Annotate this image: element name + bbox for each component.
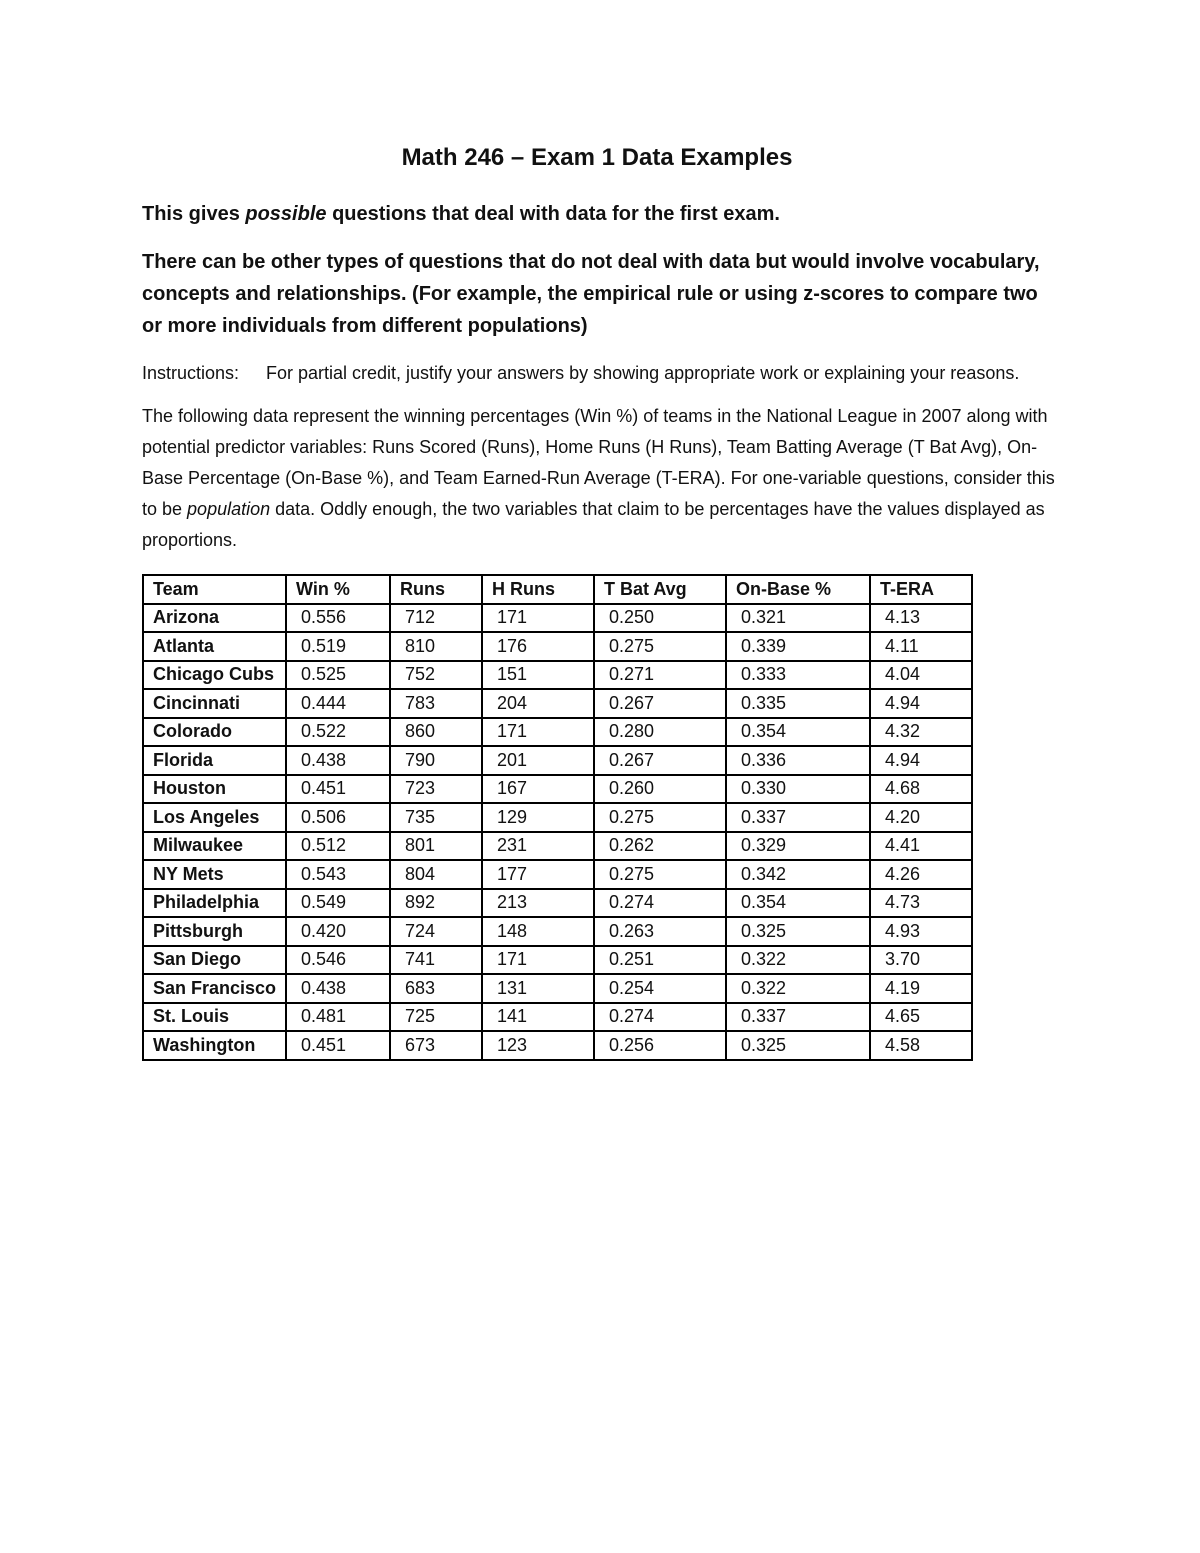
header-on-base-pct: On-Base % — [726, 575, 870, 604]
cell-team: Washington — [143, 1031, 286, 1060]
cell-value: 0.256 — [594, 1031, 726, 1060]
cell-value: 4.58 — [870, 1031, 972, 1060]
cell-value: 0.337 — [726, 1003, 870, 1032]
cell-value: 0.354 — [726, 718, 870, 747]
cell-value: 810 — [390, 632, 482, 661]
cell-value: 171 — [482, 604, 594, 633]
cell-value: 0.506 — [286, 803, 390, 832]
cell-value: 752 — [390, 661, 482, 690]
cell-value: 801 — [390, 832, 482, 861]
cell-team: Philadelphia — [143, 889, 286, 918]
instructions-paragraph — [142, 358, 1062, 389]
cell-value: 0.438 — [286, 746, 390, 775]
cell-value: 0.322 — [726, 974, 870, 1003]
cell-value: 151 — [482, 661, 594, 690]
table-row — [143, 632, 972, 661]
cell-value: 171 — [482, 946, 594, 975]
cell-team: Los Angeles — [143, 803, 286, 832]
data-description — [142, 401, 1062, 556]
cell-value: 0.267 — [594, 746, 726, 775]
cell-value: 0.519 — [286, 632, 390, 661]
cell-value: 804 — [390, 860, 482, 889]
cell-value: 177 — [482, 860, 594, 889]
cell-value: 129 — [482, 803, 594, 832]
cell-value: 0.336 — [726, 746, 870, 775]
table-header-row — [143, 575, 972, 604]
table-row — [143, 917, 972, 946]
intro1-post: questions that deal with data for the first exam. — [326, 203, 780, 225]
cell-value: 0.337 — [726, 803, 870, 832]
cell-team: Florida — [143, 746, 286, 775]
table-row — [143, 974, 972, 1003]
cell-value: 0.251 — [594, 946, 726, 975]
table-row — [143, 803, 972, 832]
cell-value: 0.330 — [726, 775, 870, 804]
cell-value: 0.481 — [286, 1003, 390, 1032]
cell-value: 176 — [482, 632, 594, 661]
cell-value: 735 — [390, 803, 482, 832]
cell-value: 4.04 — [870, 661, 972, 690]
cell-value: 204 — [482, 689, 594, 718]
header-win-pct: Win % — [286, 575, 390, 604]
cell-team: San Francisco — [143, 974, 286, 1003]
cell-value: 4.65 — [870, 1003, 972, 1032]
cell-value: 4.73 — [870, 889, 972, 918]
header-runs: Runs — [390, 575, 482, 604]
cell-value: 892 — [390, 889, 482, 918]
data-table — [142, 574, 973, 1061]
cell-team: San Diego — [143, 946, 286, 975]
cell-value: 0.262 — [594, 832, 726, 861]
cell-team: Pittsburgh — [143, 917, 286, 946]
cell-team: St. Louis — [143, 1003, 286, 1032]
table-row — [143, 889, 972, 918]
cell-value: 4.20 — [870, 803, 972, 832]
cell-value: 4.68 — [870, 775, 972, 804]
cell-value: 790 — [390, 746, 482, 775]
instructions-label: Instructions: — [142, 363, 240, 383]
cell-value: 0.271 — [594, 661, 726, 690]
cell-team: Chicago Cubs — [143, 661, 286, 690]
description-post: data. Oddly enough, the two variables that claim to be percentages have the values displayed as proportions. — [142, 499, 1045, 550]
cell-team: Milwaukee — [143, 832, 286, 861]
intro-paragraph-2: There can be other types of questions that do not deal with data but would involve vocabulary, concepts and relationships. (For example, the empirical rule or using z-scores to compare two or more individuals from different populations) — [142, 251, 1040, 337]
cell-value: 0.260 — [594, 775, 726, 804]
cell-value: 0.451 — [286, 775, 390, 804]
cell-value: 171 — [482, 718, 594, 747]
cell-value: 724 — [390, 917, 482, 946]
description-pre: The following data represent the winning percentages (Win %) of teams in the National League in 2007 along with potential predictor variables: Runs Scored (Runs), Home Runs (H Runs), Team Batting Average (T Bat Avg), On-Base Percentage (On-Base %), and Team Earned-Run Average (T-ERA). For one-variable questions, consider this to be — [142, 406, 1055, 519]
intro-paragraph-1 — [142, 198, 1062, 230]
cell-value: 0.250 — [594, 604, 726, 633]
cell-value: 0.444 — [286, 689, 390, 718]
cell-value: 0.275 — [594, 860, 726, 889]
cell-value: 723 — [390, 775, 482, 804]
cell-value: 0.274 — [594, 1003, 726, 1032]
cell-value: 4.93 — [870, 917, 972, 946]
header-h-runs: H Runs — [482, 575, 594, 604]
cell-value: 0.254 — [594, 974, 726, 1003]
cell-value: 783 — [390, 689, 482, 718]
cell-value: 0.512 — [286, 832, 390, 861]
cell-value: 0.451 — [286, 1031, 390, 1060]
cell-value: 0.275 — [594, 632, 726, 661]
cell-value: 0.322 — [726, 946, 870, 975]
cell-value: 0.546 — [286, 946, 390, 975]
cell-value: 231 — [482, 832, 594, 861]
cell-value: 673 — [390, 1031, 482, 1060]
intro1-pre: This gives — [142, 203, 246, 225]
cell-value: 0.325 — [726, 1031, 870, 1060]
cell-value: 201 — [482, 746, 594, 775]
cell-value: 0.339 — [726, 632, 870, 661]
cell-value: 0.522 — [286, 718, 390, 747]
table-row — [143, 1003, 972, 1032]
cell-value: 712 — [390, 604, 482, 633]
cell-value: 0.549 — [286, 889, 390, 918]
cell-team: NY Mets — [143, 860, 286, 889]
table-row — [143, 689, 972, 718]
cell-value: 4.13 — [870, 604, 972, 633]
cell-value: 4.19 — [870, 974, 972, 1003]
cell-team: Atlanta — [143, 632, 286, 661]
cell-team: Arizona — [143, 604, 286, 633]
cell-value: 0.329 — [726, 832, 870, 861]
cell-value: 0.438 — [286, 974, 390, 1003]
cell-value: 4.94 — [870, 746, 972, 775]
cell-value: 213 — [482, 889, 594, 918]
cell-value: 148 — [482, 917, 594, 946]
table-row — [143, 860, 972, 889]
cell-value: 4.32 — [870, 718, 972, 747]
cell-value: 3.70 — [870, 946, 972, 975]
cell-value: 4.11 — [870, 632, 972, 661]
table-row — [143, 832, 972, 861]
cell-value: 0.267 — [594, 689, 726, 718]
cell-value: 0.543 — [286, 860, 390, 889]
table-row — [143, 661, 972, 690]
description-italic: population — [187, 499, 271, 519]
cell-value: 123 — [482, 1031, 594, 1060]
table-row — [143, 604, 972, 633]
cell-team: Houston — [143, 775, 286, 804]
header-t-era: T-ERA — [870, 575, 972, 604]
cell-value: 0.274 — [594, 889, 726, 918]
cell-value: 0.321 — [726, 604, 870, 633]
cell-value: 0.325 — [726, 917, 870, 946]
cell-value: 131 — [482, 974, 594, 1003]
cell-value: 0.342 — [726, 860, 870, 889]
cell-value: 167 — [482, 775, 594, 804]
cell-value: 0.280 — [594, 718, 726, 747]
cell-team: Cincinnati — [143, 689, 286, 718]
cell-value: 4.94 — [870, 689, 972, 718]
document-page — [142, 140, 1062, 1061]
header-t-bat-avg: T Bat Avg — [594, 575, 726, 604]
document-title: Math 246 – Exam 1 Data Examples — [401, 144, 793, 171]
table-row — [143, 1031, 972, 1060]
intro1-italic: possible — [245, 203, 327, 225]
table-row — [143, 946, 972, 975]
cell-value: 725 — [390, 1003, 482, 1032]
table-row — [143, 775, 972, 804]
cell-value: 0.275 — [594, 803, 726, 832]
header-team: Team — [143, 575, 286, 604]
cell-value: 0.420 — [286, 917, 390, 946]
cell-value: 683 — [390, 974, 482, 1003]
cell-team: Colorado — [143, 718, 286, 747]
cell-value: 4.41 — [870, 832, 972, 861]
cell-value: 860 — [390, 718, 482, 747]
cell-value: 0.525 — [286, 661, 390, 690]
cell-value: 0.335 — [726, 689, 870, 718]
cell-value: 0.333 — [726, 661, 870, 690]
table-row — [143, 746, 972, 775]
cell-value: 741 — [390, 946, 482, 975]
cell-value: 0.263 — [594, 917, 726, 946]
cell-value: 4.26 — [870, 860, 972, 889]
cell-value: 141 — [482, 1003, 594, 1032]
cell-value: 0.556 — [286, 604, 390, 633]
table-row — [143, 718, 972, 747]
instructions-text: For partial credit, justify your answers by showing appropriate work or explaining your reasons. — [266, 363, 1020, 383]
cell-value: 0.354 — [726, 889, 870, 918]
